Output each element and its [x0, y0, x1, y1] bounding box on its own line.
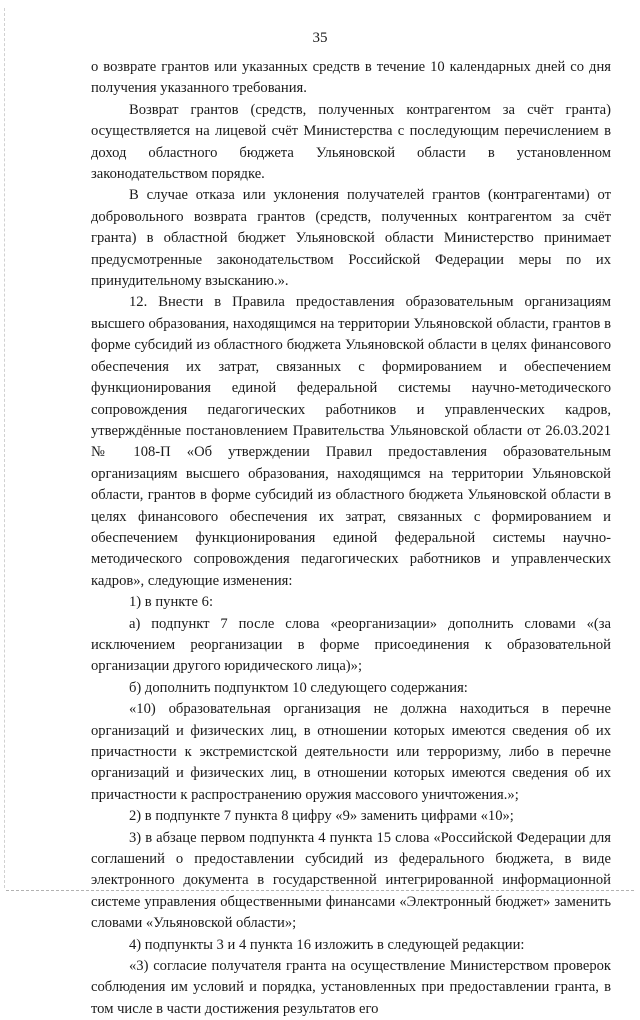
paragraph: «3) согласие получателя гранта на осуществление Министерством проверок соблюдения им условий и порядка, установленных при предоставлении гранта, в том числе в части достижения результатов его [91, 958, 611, 1017]
paragraph: о возврате грантов или указанных средств в течение 10 календарных дней со дня получения указанного требования. [91, 59, 611, 97]
scan-edge-bottom [6, 890, 634, 891]
paragraph: «10) образовательная организация не должна находиться в перечне организаций и физических лиц, в отношении которых имеются сведения об их причастности к экстремистской деятельности или терроризму, либо в перечне организаций и физических лиц, в отношении которых имеются сведения об их причастности к распространению оружия массового уничтожения.»; [91, 701, 611, 803]
paragraph: а) подпункт 7 после слова «реорганизации» дополнить словами «(за исключением реорганизации в форме присоединения к образовательной организации другого юридического лица)»; [91, 615, 611, 675]
page-number: 35 [312, 30, 328, 46]
paragraph: 12. Внести в Правила предоставления образовательным организациям высшего образования, находящимся на территории Ульяновской области, грантов в форме субсидий из областного бюджета Ульяновской области в целях финансового обеспечения их затрат, связанных с формированием и обеспечением функционирования единой федеральной системы научно-методического сопровождения педагогических работников и управленческих кадров, утверждённые постановлением Правительства Ульяновской области от 26.03.2021 № 108-П «Об утверждении Правил предоставления образовательным организациям высшего образования, находящимся на территории Ульяновской области, грантов в форме субсидий из областного бюджета Ульяновской области в целях финансового обеспечения их затрат, связанных с формированием и обеспечением функционирования единой федеральной системы научно-методического сопровождения педагогических работников и управленческих кадров», следующие изменения: [91, 294, 611, 589]
paragraph: б) дополнить подпунктом 10 следующего содержания: [129, 679, 468, 696]
scan-edge-left [4, 8, 5, 888]
paragraph: Возврат грантов (средств, полученных контрагентом за счёт гранта) осуществляется на лицевой счёт Министерства с последующим перечислением в доход областного бюджета Ульяновской области в установленном законодательством порядке. [91, 101, 611, 183]
paragraph: 3) в абзаце первом подпункта 4 пункта 15 слова «Российской Федерации для соглашений о предоставлении субсидий из федерального бюджета, в виде электронного документа в государственной интегрированной информационной системе управления общественными финансами «Электронный бюджет» заменить словами «Ульяновской области»; [91, 829, 611, 932]
paragraph: 4) подпункты 3 и 4 пункта 16 изложить в следующей редакции: [129, 936, 525, 953]
paragraph: В случае отказа или уклонения получателей грантов (контрагентами) от добровольного возврата грантов (средств, полученных контрагентом за счёт гранта) в областной бюджет Ульяновской области Министерство принимает предусмотренные законодательством Российской Федерации меры по их принудительному взысканию.». [91, 187, 611, 290]
document-body [91, 57, 611, 1020]
paragraph: 2) в подпункте 7 пункта 8 цифру «9» заменить цифрами «10»; [129, 808, 514, 825]
paragraph: 1) в пункте 6: [129, 594, 214, 611]
